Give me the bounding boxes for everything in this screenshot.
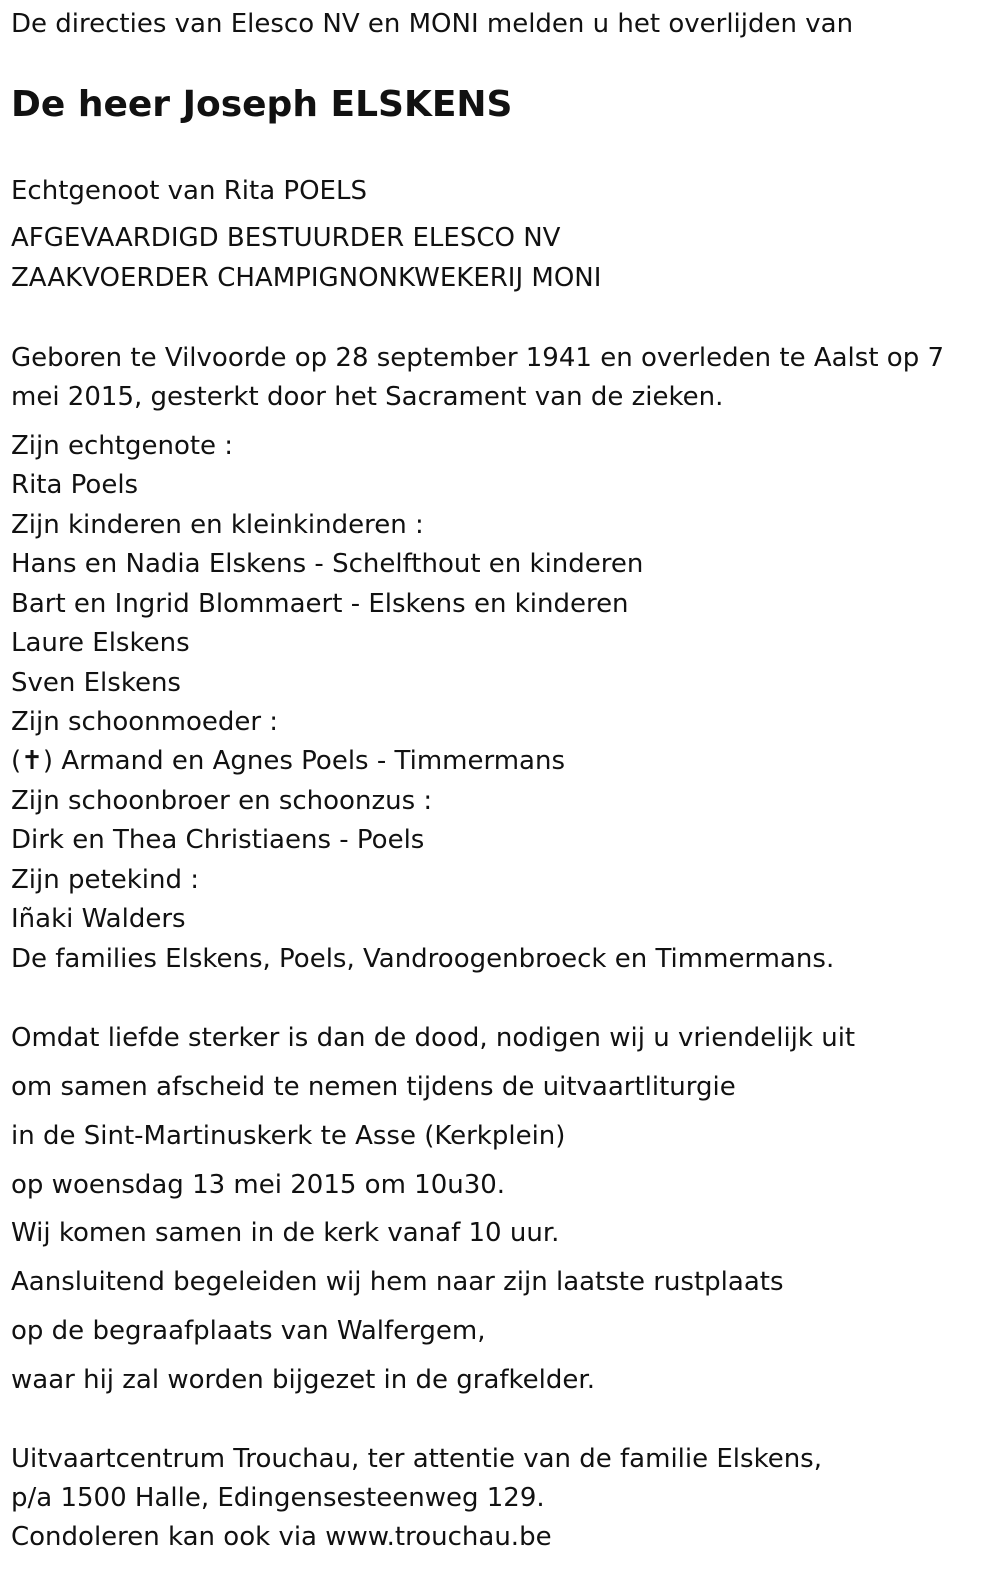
family-line: Hans en Nadia Elskens - Schelfthout en kinderen	[11, 549, 644, 579]
funeral-line: Wij komen samen in de kerk vanaf 10 uur.	[11, 1218, 560, 1248]
title-line: AFGEVAARDIGD BESTUURDER ELESCO NV	[11, 223, 561, 253]
family-line: Zijn echtgenote :	[11, 431, 234, 461]
family-line: Rita Poels	[11, 470, 139, 500]
family-line: Iñaki Walders	[11, 904, 186, 934]
family-line: Bart en Ingrid Blommaert - Elskens en kinderen	[11, 589, 629, 619]
birth-death-line: Geboren te Vilvoorde op 28 september 1941 en overleden te Aalst op 7	[11, 343, 945, 373]
birth-death-line: mei 2015, gesterkt door het Sacrament van de zieken.	[11, 382, 724, 412]
spouse-line: Echtgenoot van Rita POELS	[11, 176, 367, 206]
funeral-line: op de begraafplaats van Walfergem,	[11, 1316, 486, 1346]
title-line: ZAAKVOERDER CHAMPIGNONKWEKERIJ MONI	[11, 263, 602, 293]
family-line: Sven Elskens	[11, 668, 181, 698]
funeral-line: waar hij zal worden bijgezet in de grafkelder.	[11, 1365, 595, 1395]
deceased-name: De heer Joseph ELSKENS	[11, 84, 513, 125]
funeral-line: om samen afscheid te nemen tijdens de uitvaartliturgie	[11, 1072, 736, 1102]
family-line: Laure Elskens	[11, 628, 190, 658]
family-line: De families Elskens, Poels, Vandroogenbroeck en Timmermans.	[11, 944, 835, 974]
funeral-line: op woensdag 13 mei 2015 om 10u30.	[11, 1170, 506, 1200]
family-line: Zijn schoonmoeder :	[11, 707, 279, 737]
contact-line: p/a 1500 Halle, Edingensesteenweg 129.	[11, 1483, 545, 1513]
family-line: Dirk en Thea Christiaens - Poels	[11, 825, 425, 855]
family-line: Zijn petekind :	[11, 865, 199, 895]
family-line: Zijn schoonbroer en schoonzus :	[11, 786, 433, 816]
contact-line: Condoleren kan ook via www.trouchau.be	[11, 1522, 552, 1552]
contact-line: Uitvaartcentrum Trouchau, ter attentie van de familie Elskens,	[11, 1444, 822, 1474]
funeral-line: in de Sint-Martinuskerk te Asse (Kerkplein)	[11, 1121, 566, 1151]
funeral-line: Aansluitend begeleiden wij hem naar zijn laatste rustplaats	[11, 1267, 784, 1297]
family-line: (✝) Armand en Agnes Poels - Timmermans	[11, 746, 565, 776]
funeral-line: Omdat liefde sterker is dan de dood, nodigen wij u vriendelijk uit	[11, 1023, 856, 1053]
intro-text: De directies van Elesco NV en MONI melden u het overlijden van	[11, 9, 854, 39]
family-line: Zijn kinderen en kleinkinderen :	[11, 510, 424, 540]
